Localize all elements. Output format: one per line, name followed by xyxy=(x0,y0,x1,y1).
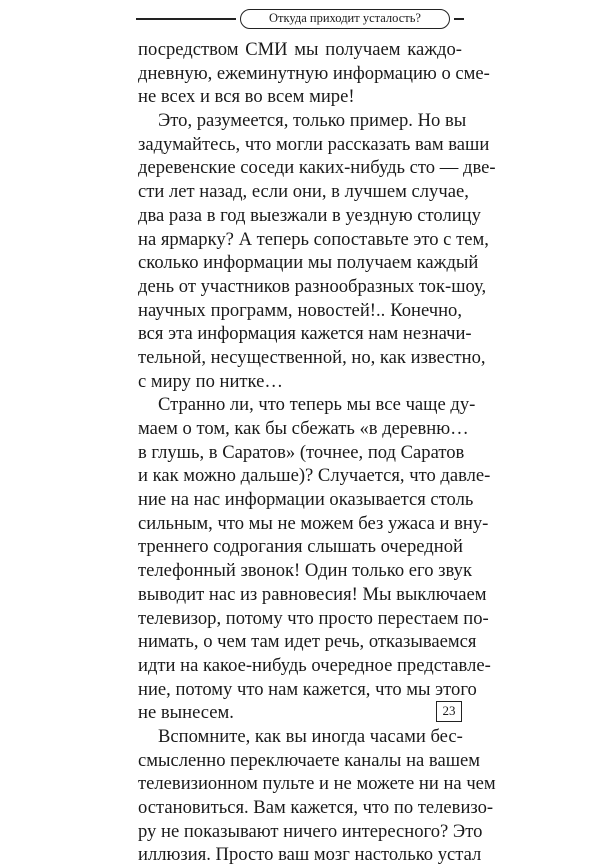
text-line: с миру по нитке… xyxy=(138,370,283,392)
text-line: иллюзия. Просто ваш мозг настолько устал xyxy=(138,844,482,866)
text-line: маем о том, как бы сбежать «в деревню… xyxy=(138,418,469,439)
text-line: в глушь, в Саратов» (точнее, под Саратов xyxy=(138,441,465,463)
text-line: ние на нас информации оказывается столь xyxy=(138,489,474,511)
text-line: остановиться. Вам кажется, что по телевизо- xyxy=(138,797,494,818)
page-number: 23 xyxy=(436,701,462,722)
text-line: тельной, несущественной, но, как известно, xyxy=(138,346,486,368)
text-line: не всех и вся во всем мире! xyxy=(138,86,355,108)
text-line: не вынесем. xyxy=(138,702,234,724)
text-line: сильным, что мы не можем без ужаса и вну- xyxy=(138,512,489,534)
text-line: сти лет назад, если они, в лучшем случае, xyxy=(138,181,469,203)
text-line: день от участников разнообразных ток-шоу, xyxy=(138,275,487,297)
body-text xyxy=(138,38,496,867)
text-line: телефонный звонок! Один только его звук xyxy=(138,560,472,582)
text-line: и как можно дальше)? Случается, что давле- xyxy=(138,465,491,487)
text-line: вся эта информация кажется нам незначи- xyxy=(138,323,472,345)
text-line: телевизор, потому что просто перестаем по- xyxy=(138,607,489,629)
text-line: Вспомните, как вы иногда часами бес- xyxy=(158,725,463,747)
text-line: дневную, ежеминутную информацию о сме- xyxy=(138,62,490,84)
running-header xyxy=(136,5,464,33)
text-line: идти на какое-нибудь очередное представле- xyxy=(138,654,491,676)
chapter-title: Откуда приходит усталость? xyxy=(240,9,450,29)
text-line: Это, разумеется, только пример. Но вы xyxy=(158,110,467,132)
header-rule-left xyxy=(136,18,236,20)
text-line: деревенские соседи каких-нибудь сто — две- xyxy=(138,157,496,179)
header-rule-right xyxy=(454,18,464,20)
text-line: нимать, о чем там идет речь, отказываемся xyxy=(138,631,477,653)
text-line: треннего содрогания слышать очередной xyxy=(138,536,463,558)
text-line: задумайтесь, что могли рассказать вам ваши xyxy=(138,133,490,155)
text-line: научных программ, новостей!.. Конечно, xyxy=(138,299,462,321)
text-line: посредством СМИ мы получаем каждо- xyxy=(138,39,462,60)
text-line: два раза в год выезжали в уездную столицу xyxy=(138,204,481,226)
text-line: ние, потому что нам кажется, что мы этого xyxy=(138,678,477,700)
text-line: на ярмарку? А теперь сопоставьте это с тем, xyxy=(138,228,489,250)
text-line: сколько информации мы получаем каждый xyxy=(138,252,479,274)
text-line: Странно ли, что теперь мы все чаще ду- xyxy=(158,394,476,416)
text-line: смысленно переключаете каналы на вашем xyxy=(138,749,481,771)
text-line: ру не показывают ничего интересного? Это xyxy=(138,820,483,842)
text-line: выводит нас из равновесия! Мы выключаем xyxy=(138,583,487,605)
text-line: телевизионном пульте и не можете ни на чем xyxy=(138,773,496,795)
